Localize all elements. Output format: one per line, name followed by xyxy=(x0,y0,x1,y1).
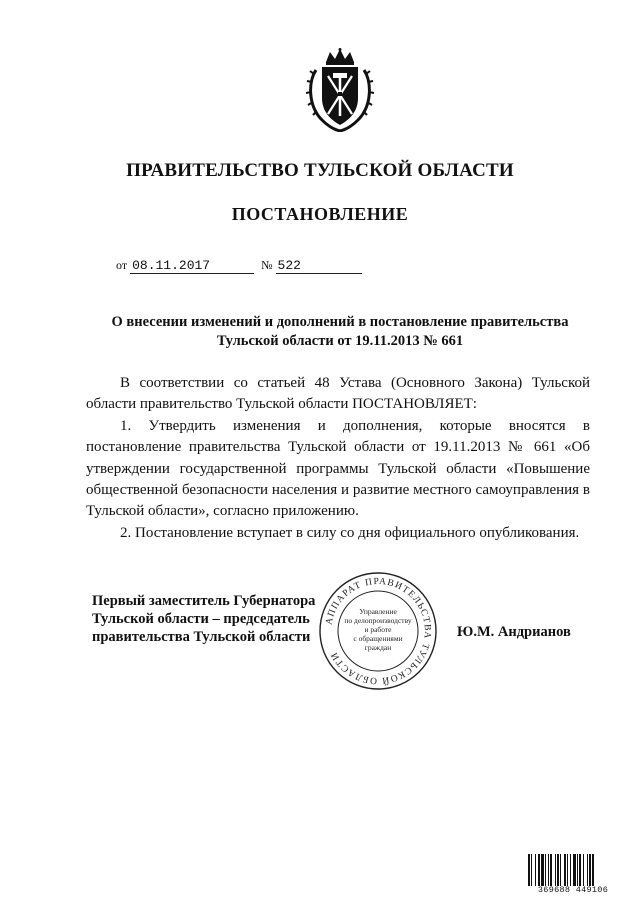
document-date: 08.11.2017 xyxy=(130,258,254,274)
barcode-bar xyxy=(535,854,536,886)
document-body xyxy=(86,373,590,544)
barcode-bar xyxy=(592,854,594,886)
stamp-line-5: граждан xyxy=(364,643,392,652)
barcode-bar xyxy=(570,854,571,886)
document-reference xyxy=(116,258,376,274)
coat-of-arms-icon xyxy=(300,48,380,132)
barcode-bar xyxy=(528,854,530,886)
barcode-bar xyxy=(567,854,568,886)
barcode-bar xyxy=(564,854,566,886)
official-stamp xyxy=(316,570,440,692)
preamble-paragraph: В соответствии со статьей 48 Устава (Основного Закона) Тульской области правительство Тульской области ПОСТАНОВЛЯЕТ: xyxy=(86,375,590,413)
position-line-3: правительства Тульской области xyxy=(92,629,311,645)
barcode-bar xyxy=(545,854,546,886)
subject-line-1: О внесении изменений и дополнений в постановление правительства xyxy=(111,314,569,330)
barcode-bar xyxy=(579,854,581,886)
barcode-bar xyxy=(541,854,544,886)
barcode-bar xyxy=(583,854,584,886)
stamp-line-2: по делопроизводству xyxy=(344,616,412,625)
barcode-bar xyxy=(560,854,561,886)
barcode-number: 369688 449106 xyxy=(537,885,609,895)
position-line-2: Тульской области – председатель xyxy=(92,611,310,627)
organization-title: ПРАВИТЕЛЬСТВО ТУЛЬСКОЙ ОБЛАСТИ xyxy=(126,160,514,181)
barcode-bar xyxy=(573,854,576,886)
barcode-bar xyxy=(587,854,588,886)
item-2-paragraph: 2. Постановление вступает в силу со дня официального опубликования. xyxy=(120,524,580,541)
document-type-heading: ПОСТАНОВЛЕНИЕ xyxy=(231,204,409,224)
barcode-bar xyxy=(589,854,591,886)
barcode-bar xyxy=(550,854,552,886)
document-subject xyxy=(95,313,585,351)
number-label: № xyxy=(261,258,273,272)
document-number: 522 xyxy=(276,258,362,274)
position-line-1: Первый заместитель Губернатора xyxy=(92,593,316,609)
signatory-position xyxy=(92,592,332,646)
barcode-bar xyxy=(555,854,556,886)
signatory-name: Ю.М. Андрианов xyxy=(457,624,571,640)
barcode-bar xyxy=(531,854,532,886)
barcode-bar xyxy=(577,854,578,886)
stamp-ring-text: АППАРАТ ПРАВИТЕЛЬСТВА ТУЛЬСКОЙ ОБЛАСТИ xyxy=(324,576,433,686)
stamp-line-3: и работе xyxy=(364,625,392,634)
barcode-bar xyxy=(557,854,559,886)
stamp-line-4: с обращениями xyxy=(353,634,403,643)
item-1-paragraph: 1. Утвердить изменения и дополнения, которые вносятся в постановление правительства Тульской области от 19.11.2013 № 661 «Об утверждении государственной программы Тульской области «Повышение общественной безопасности населения и развитие местного самоуправления в Тульской области», согласно приложению. xyxy=(86,417,590,520)
stamp-line-1: Управление xyxy=(359,607,397,616)
barcode-bar xyxy=(548,854,549,886)
subject-line-2: Тульской области от 19.11.2013 № 661 xyxy=(216,333,464,349)
date-label: от xyxy=(116,258,128,272)
barcode-bar xyxy=(538,854,540,886)
